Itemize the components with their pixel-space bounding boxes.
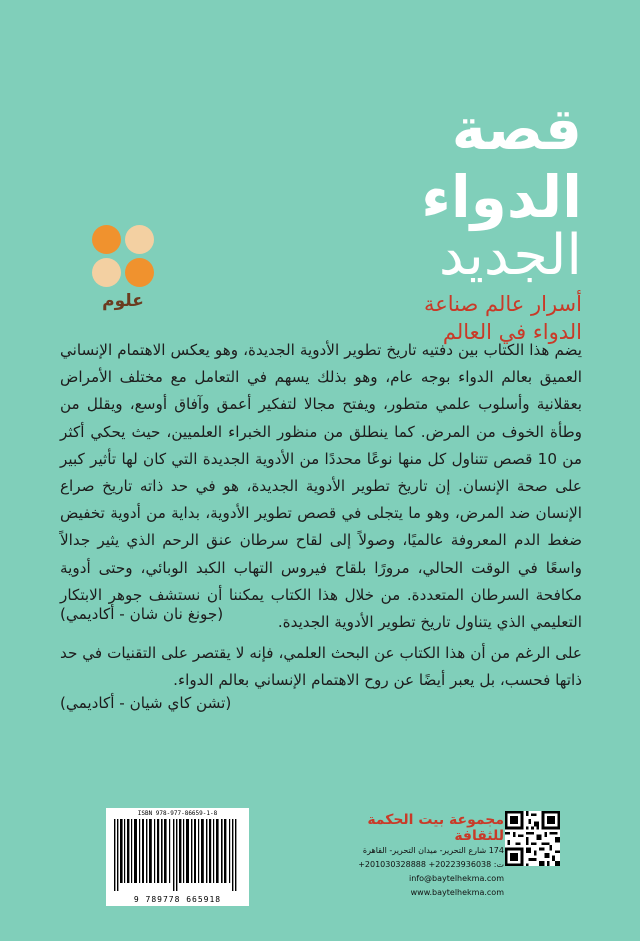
blurb-signature-2: (تشن كاي شيان - أكاديمي)	[60, 694, 232, 712]
title-line-3: الجديد	[438, 223, 582, 288]
series-logo-icon	[92, 225, 156, 289]
series-logo-text: علوم	[102, 291, 144, 311]
subtitle-line-2: الدواء في العالم	[442, 320, 582, 344]
publisher-email[interactable]: info@baytelhekma.com	[409, 874, 504, 883]
subtitle-line-1: أسرار عالم صناعة	[423, 292, 582, 316]
blurb-paragraph-2: على الرغم من أن هذا الكتاب عن البحث العلمي، فإنه لا يقتصر على التقنيات في حد ذاتها فحسب، بل يعبر أيضًا عن روح الاهتمام الإنساني بعالم الدواء.	[60, 644, 582, 690]
publisher-address: 174 شارع التحرير- ميدان التحرير- القاهرة	[362, 846, 504, 855]
publisher-phone: ت: 20223936038+ 201030328888+	[358, 860, 504, 869]
isbn-barcode	[106, 808, 249, 906]
title-line-1: قصة	[451, 95, 582, 163]
publisher-info	[330, 812, 504, 900]
publisher-website[interactable]: www.baytelhekma.com	[410, 888, 504, 897]
qr-code-icon	[505, 811, 560, 866]
title-line-2: الدواء	[421, 163, 582, 231]
blurb-paragraph-1: يضم هذا الكتاب بين دفتيه تاريخ تطوير الأدوية الجديدة، وهو يعكس الاهتمام الإنساني العميق بعالم الدواء بوجه عام، وهو بذلك يسهم في التعامل مع مختلف الأمراض بعقلانية وأسلوب علمي متطور، ويفتح مجالا لتفكير أعمق وآفاق أوسع، ويقلل من وطأة الخوف من المرض. كما ينطلق من منظور الخبراء العلميين، حيث يحكي أكثر من 10 قصص تتناول كل منها نوعًا محددًا من الأدوية الجديدة التي كان لها تأثير كبير على صحة الإنسان. إن تاريخ تطوير الأدوية الجديدة، هو في حد ذاته تاريخ صراع الإنسان ضد المرض، وهو ما يتجلى في قصص تطوير الأدوية، بداية من أدوية تخفيض ضغط الدم المعروفة عالميًا، وصولاً إلى لقاح سرطان عنق الرحم الذي يثير جدالاً واسعًا في الوقت الحالي، مرورًا بلقاح فيروس التهاب الكبد الوبائي، وحتى أدوية مكافحة السرطان المتعددة. من خلال هذا الكتاب يمكننا أن نستشف جوهر الابتكار التعليمي الذي يتناول تاريخ تطوير الأدوية الجديدة.	[60, 341, 583, 632]
blurb-signature-1: (جونغ نان شان - أكاديمي)	[60, 605, 224, 623]
barcode-bars-icon	[112, 819, 243, 891]
isbn-digits: 9 789778 665918	[133, 895, 222, 904]
logo-dot-peach	[125, 225, 154, 254]
isbn-label: ISBN 978-977-86659-1-8	[137, 810, 218, 817]
publisher-name: مجموعة بيت الحكمة للثقافة	[367, 812, 504, 844]
logo-dot-orange	[92, 225, 121, 254]
logo-dot-orange	[125, 258, 154, 287]
logo-dot-peach	[92, 258, 121, 287]
